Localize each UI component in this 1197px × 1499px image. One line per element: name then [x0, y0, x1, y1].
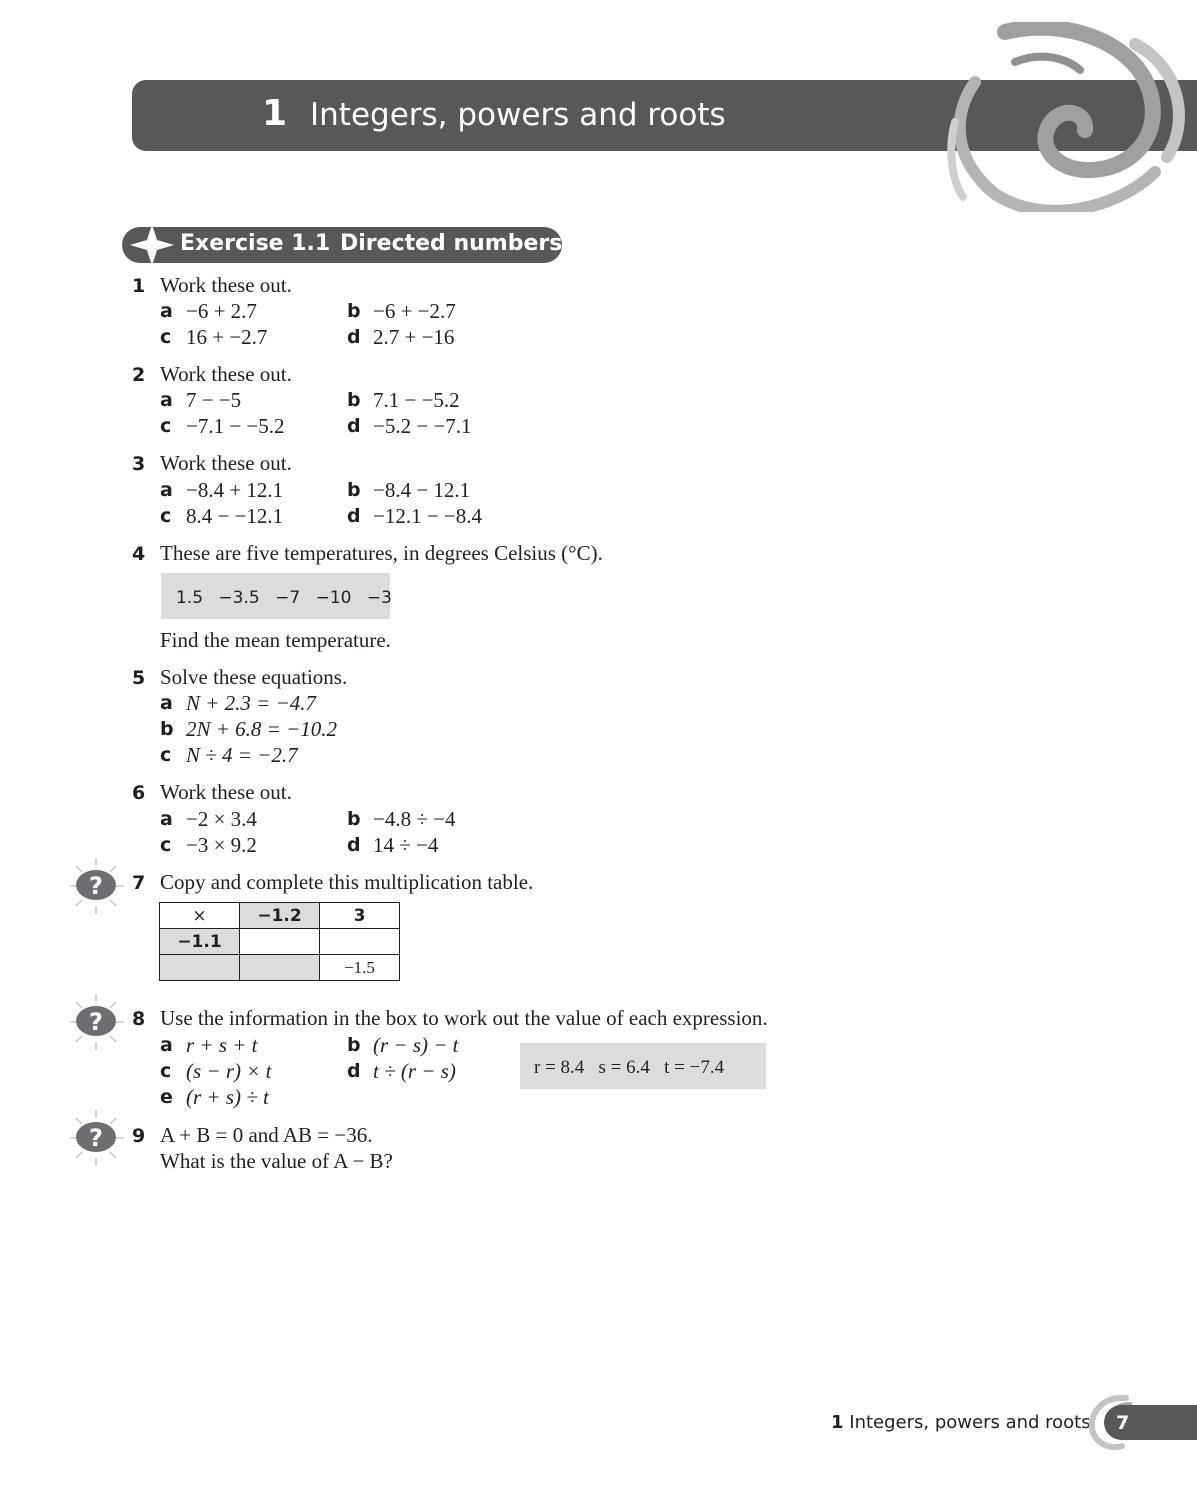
part-expression: −12.1 − −8.4 [373, 504, 483, 528]
brain-question-icon [66, 858, 126, 914]
star-icon [130, 224, 174, 266]
temperature-values: 1.5 −3.5 −7 −10 −3 [176, 588, 392, 608]
question-number: 4 [132, 543, 146, 565]
part-expression: 8.4 − −12.1 [186, 504, 284, 528]
chapter-number: 1 [262, 93, 288, 134]
page-number: 7 [1116, 1412, 1130, 1434]
part-expression: 14 ÷ −4 [373, 833, 439, 857]
question-number: 1 [132, 275, 146, 297]
brain-question-icon [66, 994, 126, 1050]
table-row-header: −1.1 [160, 929, 240, 955]
part-expression: −7.1 − −5.2 [186, 414, 285, 438]
part-label: c [160, 744, 172, 766]
part-label: a [160, 389, 173, 411]
table-column-header: 3 [320, 903, 400, 929]
question-text: Use the information in the box to work out the value of each expression. [160, 1006, 768, 1030]
info-values: r = 8.4 s = 6.4 t = −7.4 [534, 1057, 725, 1078]
table-corner: × [160, 903, 240, 929]
part-expression: −8.4 + 12.1 [186, 478, 284, 502]
question-number: 6 [132, 782, 146, 804]
question-text: Solve these equations. [160, 665, 348, 689]
part-label: d [347, 415, 361, 437]
part-expression: (r − s) − t [373, 1033, 459, 1057]
swirl-decoration-icon [935, 22, 1197, 212]
part-expression: N + 2.3 = −4.7 [186, 691, 317, 715]
question-number: 7 [132, 872, 146, 894]
part-expression: r + s + t [186, 1033, 258, 1057]
part-label: d [347, 834, 361, 856]
table-cell [240, 929, 320, 955]
svg-text:?: ? [89, 1008, 103, 1036]
part-expression: −4.8 ÷ −4 [373, 807, 456, 831]
multiplication-table [159, 902, 400, 981]
part-expression: 16 + −2.7 [186, 325, 268, 349]
exercise-label: Exercise 1.1 [180, 231, 331, 256]
footer-chapter [831, 1411, 1091, 1435]
part-label: b [347, 808, 361, 830]
table-row-header [160, 955, 240, 981]
part-label: c [160, 415, 172, 437]
question-text: A + B = 0 and AB = −36. [160, 1123, 373, 1147]
question-text: Work these out. [160, 362, 292, 386]
part-expression: 2.7 + −16 [373, 325, 455, 349]
part-label: d [347, 1060, 361, 1082]
table-cell [240, 955, 320, 981]
part-expression: t ÷ (r − s) [373, 1059, 456, 1083]
question-number: 9 [132, 1125, 146, 1147]
part-label: a [160, 808, 173, 830]
part-label: d [347, 505, 361, 527]
part-expression: 7.1 − −5.2 [373, 388, 460, 412]
question-number: 8 [132, 1008, 146, 1030]
table-column-header: −1.2 [240, 903, 320, 929]
part-label: b [347, 1034, 361, 1056]
part-label: c [160, 834, 172, 856]
part-label: c [160, 505, 172, 527]
part-label: e [160, 1086, 173, 1108]
part-label: b [347, 389, 361, 411]
part-label: b [347, 479, 361, 501]
brain-question-icon [66, 1110, 126, 1166]
table-cell [320, 929, 400, 955]
part-label: b [347, 300, 361, 322]
part-expression: −6 + −2.7 [373, 299, 456, 323]
part-label: b [160, 718, 174, 740]
part-expression: (s − r) × t [186, 1059, 272, 1083]
question-text: Find the mean temperature. [160, 628, 391, 652]
question-text: Work these out. [160, 273, 292, 297]
part-expression: −8.4 − 12.1 [373, 478, 471, 502]
svg-text:?: ? [89, 1124, 103, 1152]
part-label: a [160, 692, 173, 714]
part-label: a [160, 479, 173, 501]
part-expression: −5.2 − −7.1 [373, 414, 472, 438]
question-text: Work these out. [160, 451, 292, 475]
part-label: a [160, 300, 173, 322]
part-expression: −2 × 3.4 [186, 807, 257, 831]
footer-chapter-number: 1 [831, 1412, 844, 1433]
part-label: c [160, 1060, 172, 1082]
question-text: These are five temperatures, in degrees Celsius (°C). [160, 541, 603, 565]
part-expression: −3 × 9.2 [186, 833, 257, 857]
footer-chapter-title: Integers, powers and roots [849, 1412, 1091, 1433]
table-cell: −1.5 [320, 955, 400, 981]
part-expression: 2N + 6.8 = −10.2 [186, 717, 338, 741]
part-expression: (r + s) ÷ t [186, 1085, 269, 1109]
svg-text:?: ? [89, 872, 103, 900]
part-label: d [347, 326, 361, 348]
part-label: a [160, 1034, 173, 1056]
part-label: c [160, 326, 172, 348]
part-expression: N ÷ 4 = −2.7 [186, 743, 298, 767]
question-number: 2 [132, 364, 146, 386]
question-text: What is the value of A − B? [160, 1149, 393, 1173]
chapter-title: Integers, powers and roots [310, 97, 726, 133]
question-number: 3 [132, 453, 146, 475]
part-expression: 7 − −5 [186, 388, 242, 412]
question-number: 5 [132, 667, 146, 689]
question-text: Work these out. [160, 780, 292, 804]
question-text: Copy and complete this multiplication table. [160, 870, 534, 894]
part-expression: −6 + 2.7 [186, 299, 257, 323]
exercise-title: Directed numbers [340, 231, 563, 256]
